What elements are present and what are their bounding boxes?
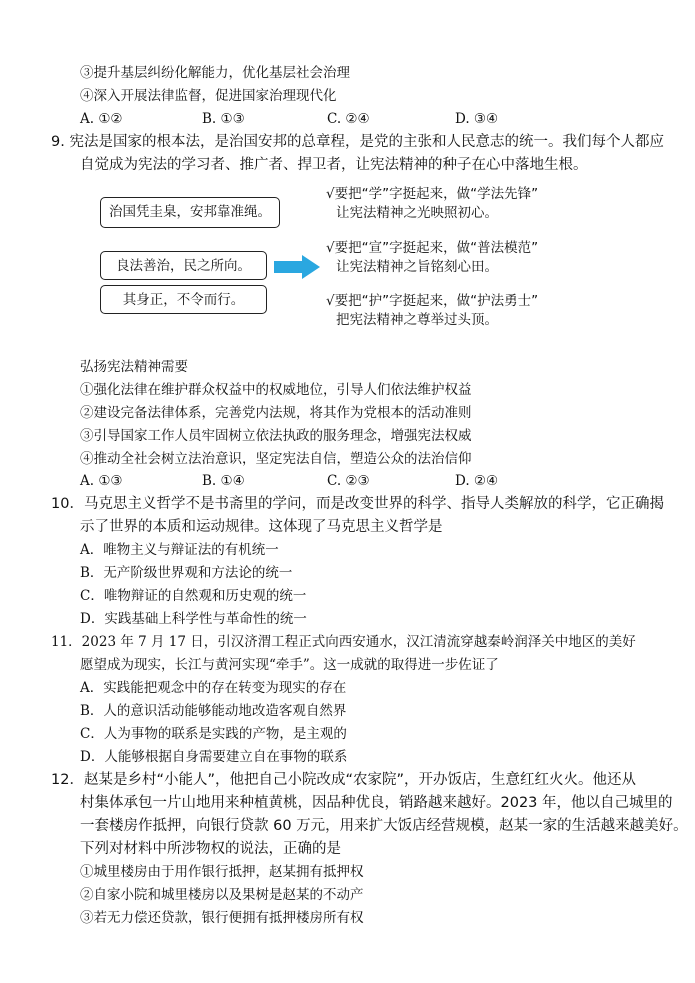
q9-option-a: A. ①③ (80, 473, 123, 489)
q10-option-b: B．无产阶级世界观和方法论的统一 (80, 565, 293, 581)
q8-options (80, 110, 498, 128)
q9-option-c: C. ②③ (327, 473, 370, 489)
bullet-1-line-2: 让宪法精神之光映照初心。 (336, 205, 498, 221)
q9-stem-line-1: 9. 宪法是国家的根本法，是治国安邦的总章程，是党的主张和人民意志的统一。我们每个人都应 (51, 134, 664, 150)
bullet-3-line-1: √要把“护”字挺起来，做“护法勇士” (326, 293, 539, 309)
q8-option-a: A. ①② (80, 111, 123, 127)
q12-stem-line-4: 下列对材料中所涉物权的说法，正确的是 (80, 841, 341, 857)
q9-option-b: B. ①④ (202, 473, 245, 489)
q10-option-c: C．唯物辩证的自然观和历史观的统一 (80, 588, 307, 604)
q12-item-1: ①城里楼房由于用作银行抵押，赵某拥有抵押权 (80, 864, 364, 880)
quote-box-3: 其身正，不令而行。 (100, 285, 267, 314)
bullet-2-line-1: √要把“宣”字挺起来，做“普法模范” (326, 240, 539, 256)
q9-lead: 弘扬宪法精神需要 (80, 359, 188, 375)
q10-stem-line-1: 10．马克思主义哲学不是书斋里的学问，而是改变世界的科学、指导人类解放的科学，它正确揭 (51, 496, 664, 512)
q11-option-d: D．人能够根据自身需要建立自在事物的联系 (80, 749, 348, 765)
q10-option-a: A．唯物主义与辩证法的有机统一 (80, 542, 279, 558)
q12-item-3: ③若无力偿还贷款，银行便拥有抵押楼房所有权 (80, 910, 364, 926)
q11-stem-line-2: 愿望成为现实，长江与黄河实现“牵手”。这一成就的取得进一步佐证了 (80, 657, 499, 673)
q12-stem-line-3: 一套楼房作抵押，向银行贷款 60 万元，用来扩大饭店经营规模，赵某一家的生活越来越美好。 (80, 818, 688, 834)
q12-item-2: ②自家小院和城里楼房以及果树是赵某的不动产 (80, 887, 364, 903)
bullet-1-line-1: √要把“学”字挺起来，做“学法先锋” (326, 186, 539, 202)
q11-stem-line-1: 11．2023 年 7 月 17 日，引汉济渭工程正式向西安通水，汉江清流穿越秦岭润泽关中地区的美好 (51, 634, 636, 650)
quote-box-1: 治国凭圭臬，安邦靠准绳。 (100, 197, 280, 228)
q9-item-3: ③引导国家工作人员牢固树立依法执政的服务理念，增强宪法权威 (80, 428, 472, 444)
bullet-2-line-2: 让宪法精神之旨铭刻心田。 (336, 259, 498, 275)
q10-option-d: D．实践基础上科学性与革命性的统一 (80, 611, 307, 627)
q11-option-a: A．实践能把观念中的存在转变为现实的存在 (80, 680, 347, 696)
q9-item-1: ①强化法律在维护群众权益中的权威地位，引导人们依法维护权益 (80, 382, 472, 398)
q8-item-4: ④深入开展法律监督，促进国家治理现代化 (80, 88, 337, 104)
q10-stem-line-2: 示了世界的本质和运动规律。这体现了马克思主义哲学是 (80, 519, 443, 535)
q11-option-b: B．人的意识活动能够能动地改造客观自然界 (80, 703, 347, 719)
q12-stem-line-2: 村集体承包一片山地用来种植黄桃，因品种优良，销路越来越好。2023 年，他以自己城里的 (80, 795, 673, 811)
q9-item-4: ④推动全社会树立法治意识，坚定宪法自信，塑造公众的法治信仰 (80, 451, 472, 467)
q8-item-3: ③提升基层纠纷化解能力，优化基层社会治理 (80, 65, 350, 81)
q9-item-2: ②建设完备法律体系，完善党内法规，将其作为党根本的活动准则 (80, 405, 472, 421)
q9-option-d: D. ②④ (455, 473, 499, 489)
q8-option-d: D. ③④ (455, 111, 499, 127)
bullet-3-line-2: 把宪法精神之尊举过头顶。 (336, 312, 498, 328)
q8-option-b: B. ①③ (202, 111, 245, 127)
q11-option-c: C．人为事物的联系是实践的产物，是主观的 (80, 726, 347, 742)
quote-box-2: 良法善治，民之所向。 (100, 251, 267, 280)
q9-options (80, 472, 498, 490)
arrow-right-icon (272, 254, 322, 280)
q12-stem-line-1: 12．赵某是乡村“小能人”，他把自己小院改成“农家院”，开办饭店，生意红红火火。他还从 (51, 772, 636, 788)
q9-stem-line-2: 自觉成为宪法的学习者、推广者、捍卫者，让宪法精神的种子在心中落地生根。 (80, 157, 588, 173)
q8-option-c: C. ②④ (327, 111, 370, 127)
